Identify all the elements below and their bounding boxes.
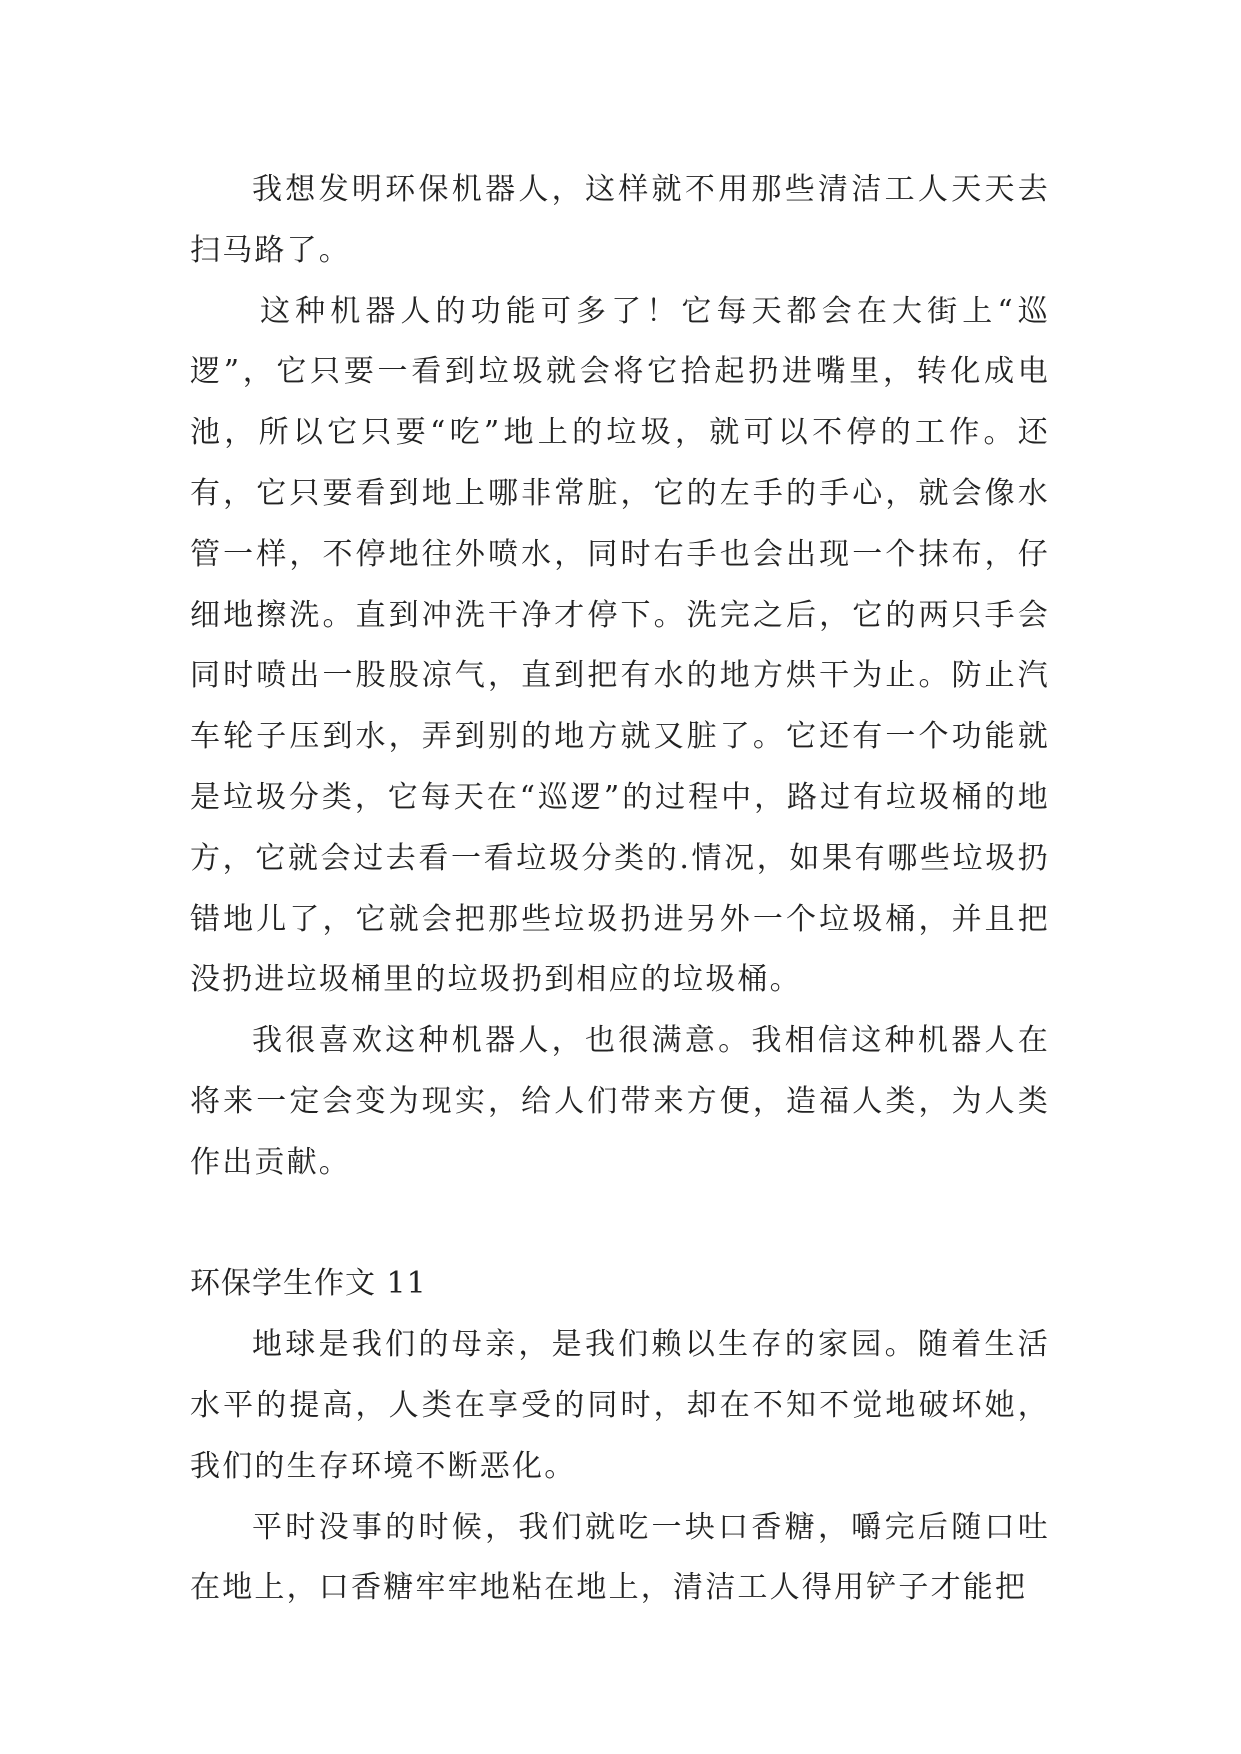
paragraph-earth-home: 地球是我们的母亲，是我们赖以生存的家园。随着生活水平的提高，人类在享受的同时，却在不知不觉地破坏她，我们的生存环境不断恶化。 [190,1327,1050,1484]
paragraph-robot-conclusion: 我很喜欢这种机器人，也很满意。我相信这种机器人在将来一定会变为现实，给人们带来方便，造福人类，为人类作出贡献。 [190,1023,1050,1180]
paragraph-robot-intro: 我想发明环保机器人，这样就不用那些清洁工人天天去扫马路了。 [190,172,1050,268]
section-heading: 环保学生作文 11 [190,1266,427,1302]
paragraph-robot-functions: 这种机器人的功能可多了！它每天都会在大街上“巡逻”，它只要一看到垃圾就会将它拾起扔进嘴里，转化成电池，所以它只要“吃”地上的垃圾，就可以不停的工作。还有，它只要看到地上哪非常脏，它的左手的手心，就会像水管一样，不停地往外喷水，同时右手也会出现一个抹布，仔细地擦洗。直到冲洗干净才停下。洗完之后，它的两只手会同时喷出一股股凉气，直到把有水的地方烘干为止。防止汽车轮子压到水，弄到别的地方就又脏了。它还有一个功能就是垃圾分类，它每天在“巡逻”的过程中，路过有垃圾桶的地方，它就会过去看一看垃圾分类的.情况，如果有哪些垃圾扔错地儿了，它就会把那些垃圾扔进另外一个垃圾桶，并且把没扔进垃圾桶里的垃圾扔到相应的垃圾桶。 [190,293,1050,998]
paragraph-chewing-gum: 平时没事的时候，我们就吃一块口香糖，嚼完后随口吐在地上，口香糖牢牢地粘在地上，清洁工人得用铲子才能把 [190,1509,1050,1606]
document-body [190,160,1050,1619]
